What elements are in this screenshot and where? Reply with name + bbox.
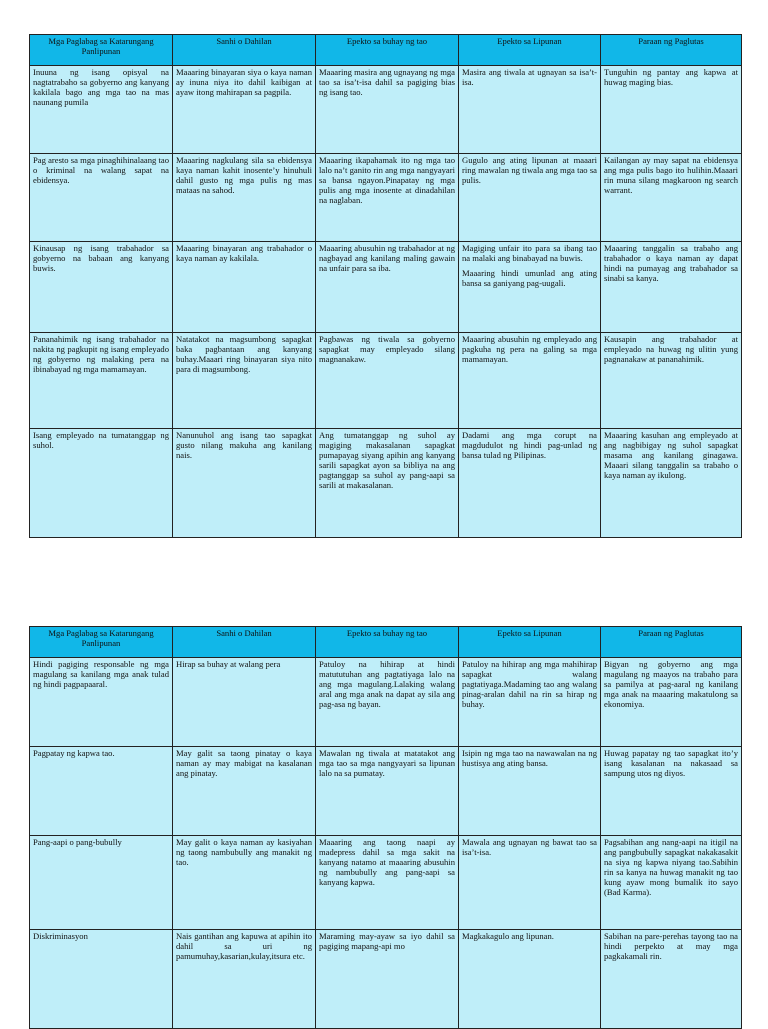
header-solution: Paraan ng Paglutas <box>601 627 742 658</box>
cell-cause: Nais gantihan ang kapuwa at apihin ito dahil sa uri ng pamumuhay,kasarian,kulay,itsura etc. <box>173 930 316 1029</box>
cell-effect-person: Mawalan ng tiwala at matatakot ang mga tao sa mga nangyayari sa lipunan lalo na sa pumatay. <box>316 747 459 836</box>
injustice-table-1 <box>29 34 742 538</box>
cell-effect-society: Patuloy na hihirap ang mga mahihirap sapagkat walang pagtatiyaga.Madaming tao ang walang pinag-aralan dahil na rin sa hirap ng buhay. <box>459 658 601 747</box>
cell-effect-society: Isipin ng mga tao na nawawalan na ng hustisya ang ating bansa. <box>459 747 601 836</box>
cell-paragraph: Magiging unfair ito para sa ibang tao na malaki ang binabayad na buwis. <box>462 243 597 264</box>
table-row <box>30 66 742 154</box>
cell-violation: Isang empleyado na tumatanggap ng suhol. <box>30 429 173 538</box>
cell-effect-society: Mawala ang ugnayan ng bawat tao sa isa’t-isa. <box>459 836 601 930</box>
cell-effect-person: Patuloy na hihirap at hindi matututuhan ang pagtatiyaga lalo na ang mga magulang.Lalaking walang aral ang mga anak na dapat ay sila ang pag-asa ng bayan. <box>316 658 459 747</box>
header-effect-person: Epekto sa buhay ng tao <box>316 627 459 658</box>
table-row <box>30 429 742 538</box>
header-cause: Sanhi o Dahilan <box>173 35 316 66</box>
cell-violation: Kinausap ng isang trabahador sa gobyerno na babaan ang kanyang buwis. <box>30 242 173 333</box>
cell-cause: May galit o kaya naman ay kasiyahan ng taong nambubully ang manakit ng tao. <box>173 836 316 930</box>
cell-solution: Kausapin ang trabahador at empleyado na huwag ng ulitin yung pagnanakaw at pananahimik. <box>601 333 742 429</box>
cell-effect-society: Masira ang tiwala at ugnayan sa isa’t-isa. <box>459 66 601 154</box>
table-row <box>30 333 742 429</box>
cell-effect-person: Maaaring ikapahamak ito ng mga tao lalo na’t ganito rin ang mga nangyayari sa bansa ngayon.Pinapatay ng mga pulis ang mga inosente at dinadahilan na naglaban. <box>316 154 459 242</box>
cell-solution: Tunguhin ng pantay ang kapwa at huwag maging bias. <box>601 66 742 154</box>
cell-effect-society <box>459 242 601 333</box>
table-row <box>30 930 742 1029</box>
header-violations: Mga Paglabag sa Katarungang Panlipunan <box>30 627 173 658</box>
cell-effect-person: Maaaring ang taong naapi ay madepress dahil sa mga sakit na kanyang natamo at maaaring abusuhin ng nambubully ang pang-aapi sa kanyang kapwa. <box>316 836 459 930</box>
cell-effect-society: Magkakagulo ang lipunan. <box>459 930 601 1029</box>
cell-solution: Kailangan ay may sapat na ebidensya ang mga pulis bago ito hulihin.Maaari rin muna silang magkaroon ng search warrant. <box>601 154 742 242</box>
cell-violation: Pag aresto sa mga pinaghihinalaang tao o kriminal na walang sapat na ebidensya. <box>30 154 173 242</box>
header-cause: Sanhi o Dahilan <box>173 627 316 658</box>
cell-solution: Maaaring tanggalin sa trabaho ang trabahador o kaya naman ay dapat hindi na pumayag ang trabahador sa sinabi sa kanya. <box>601 242 742 333</box>
header-violations: Mga Paglabag sa Katarungang Panlipunan <box>30 35 173 66</box>
cell-violation: Pananahimik ng isang trabahador na nakita ng pagkupit ng isang empleyado ng gobyerno ng malaking pera na ibinabayad ng mga mamamayan. <box>30 333 173 429</box>
cell-solution: Maaaring kasuhan ang empleyado at ang nagbibigay ng suhol sapagkat masama ang kanilang ginagawa. Maaari silang tanggalin sa trabaho o kaya naman ay ikulong. <box>601 429 742 538</box>
cell-violation: Inuuna ng isang opisyal na nagtatrabaho sa gobyerno ang kanyang kakilala bago ang mga tao na mas naunang pumila <box>30 66 173 154</box>
cell-cause: Hirap sa buhay at walang pera <box>173 658 316 747</box>
cell-violation: Diskriminasyon <box>30 930 173 1029</box>
header-effect-person: Epekto sa buhay ng tao <box>316 35 459 66</box>
cell-violation: Hindi pagiging responsable ng mga magulang sa kanilang mga anak tulad ng hindi pagpapaaral. <box>30 658 173 747</box>
cell-solution: Pagsabihan ang nang-aapi na itigil na ang pangbubully sapagkat nakakasakit na siya ng kapwa niyang tao.Sabihin rin sa kanya na huwag manakit ng tao kung ayaw mong bumalik ito sayo (Bad Karma). <box>601 836 742 930</box>
cell-cause: Nanunuhol ang isang tao sapagkat gusto nilang makuha ang kanilang nais. <box>173 429 316 538</box>
table-row <box>30 242 742 333</box>
table-row <box>30 747 742 836</box>
cell-solution: Huwag papatay ng tao sapagkat ito’y isang kasalanan na nakasaad sa sampung utos ng diyos. <box>601 747 742 836</box>
cell-cause: May galit sa taong pinatay o kaya naman ay may mabigat na kasalanan ang pinatay. <box>173 747 316 836</box>
header-effect-society: Epekto sa Lipunan <box>459 35 601 66</box>
table-row <box>30 658 742 747</box>
cell-cause: Maaaring nagkulang sila sa ebidensya kaya naman kahit inosente’y hinuhuli dahil gusto ng mga pulis ng mas mataas na sahod. <box>173 154 316 242</box>
table-row <box>30 836 742 930</box>
header-effect-society: Epekto sa Lipunan <box>459 627 601 658</box>
header-row <box>30 35 742 66</box>
cell-violation: Pagpatay ng kapwa tao. <box>30 747 173 836</box>
table-row <box>30 154 742 242</box>
cell-cause: Natatakot na magsumbong sapagkat baka pagbantaan ang kanyang buhay.Maaari ring binayaran siya nito para di magsumbong. <box>173 333 316 429</box>
cell-cause: Maaaring binayaran siya o kaya naman ay inuna niya ito dahil kaibigan at ayaw itong mahirapan sa pagpila. <box>173 66 316 154</box>
cell-effect-person: Maaaring abusuhin ng trabahador at ng nagbayad ang kanilang maling gawain na unfair para sa iba. <box>316 242 459 333</box>
cell-effect-person: Maraming may-ayaw sa iyo dahil sa pagiging mapang-api mo <box>316 930 459 1029</box>
cell-effect-person: Pagbawas ng tiwala sa gobyerno sapagkat may empleyado silang magnanakaw. <box>316 333 459 429</box>
cell-effect-society: Dadami ang mga corupt na magdudulot ng hindi pag-unlad ng bansa tulad ng Pilipinas. <box>459 429 601 538</box>
cell-paragraph: Maaaring hindi umunlad ang ating bansa sa ganiyang pag-uugali. <box>462 268 597 289</box>
cell-effect-person: Ang tumatanggap ng suhol ay magiging makasalanan sapagkat pumapayag siyang apihin ang kanyang sarili sapagkat ayon sa bibliya na ang pagtanggap sa suhol ay pang-aapi sa sarili at makasalanan. <box>316 429 459 538</box>
cell-solution: Sabihan na pare-perehas tayong tao na hindi perpekto at may mga pagkakamali rin. <box>601 930 742 1029</box>
cell-cause: Maaaring binayaran ang trabahador o kaya naman ay kakilala. <box>173 242 316 333</box>
injustice-table-2 <box>29 626 742 1029</box>
cell-violation: Pang-aapi o pang-bubully <box>30 836 173 930</box>
cell-solution: Bigyan ng gobyerno ang mga magulang ng maayos na trabaho para sa pamilya at pag-aaral ng kanilang mga anak na maaaring makatulong sa ekonomiya. <box>601 658 742 747</box>
header-solution: Paraan ng Paglutas <box>601 35 742 66</box>
cell-effect-society: Maaaring abusuhin ng empleyado ang pagkuha ng pera na galing sa mga mamamayan. <box>459 333 601 429</box>
cell-effect-person: Maaaring masira ang ugnayang ng mga tao sa isa’t-isa dahil sa pagiging bias ng isang tao. <box>316 66 459 154</box>
header-row <box>30 627 742 658</box>
cell-effect-society: Gugulo ang ating lipunan at maaari ring mawalan ng tiwala ang mga tao sa pulis. <box>459 154 601 242</box>
